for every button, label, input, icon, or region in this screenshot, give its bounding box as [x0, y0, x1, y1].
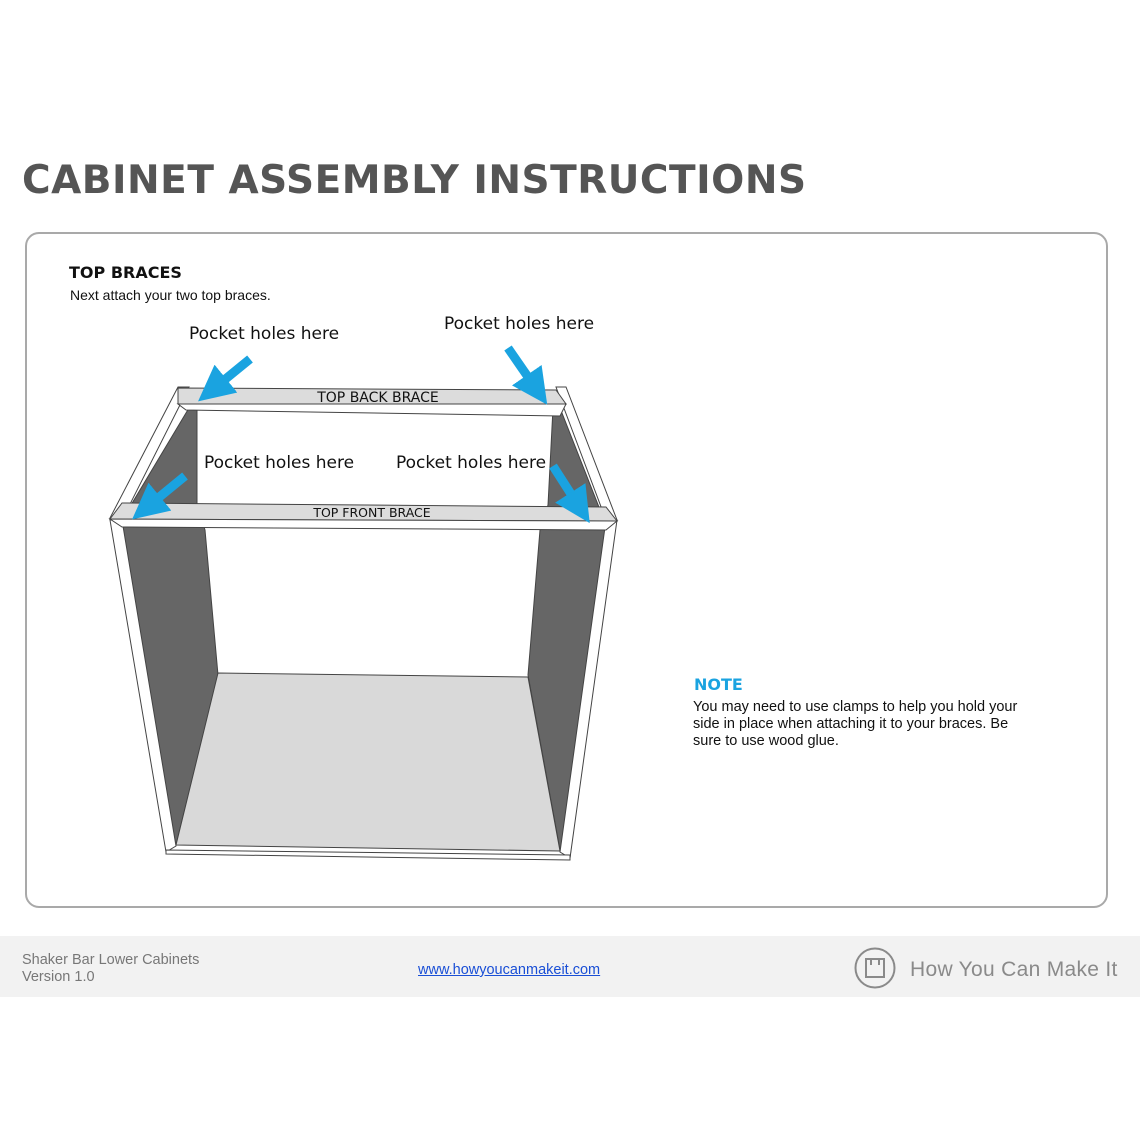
front-bottom-edge: [166, 850, 570, 860]
footer: [0, 936, 1140, 997]
footer-doc-info: [22, 952, 199, 986]
arrow-back-right: [508, 348, 537, 390]
bottom-panel: [176, 673, 560, 851]
callout-back-right: Pocket holes here: [444, 314, 595, 334]
arrow-back-left: [212, 359, 250, 390]
top-front-brace-label: TOP FRONT BRACE: [313, 505, 431, 520]
top-back-brace-label: TOP BACK BRACE: [317, 390, 439, 406]
footer-version: Version 1.0: [22, 969, 95, 985]
brand-name: How You Can Make It: [910, 958, 1118, 981]
footer-doc-title: Shaker Bar Lower Cabinets: [22, 952, 200, 968]
callout-back-left: Pocket holes here: [189, 324, 340, 344]
section-text: Next attach your two top braces.: [70, 287, 271, 303]
note-heading: NOTE: [694, 675, 743, 694]
section-heading: TOP BRACES: [69, 263, 182, 282]
page-title: CABINET ASSEMBLY INSTRUCTIONS: [22, 158, 807, 203]
website-link[interactable]: www.howyoucanmakeit.com: [418, 962, 601, 978]
note-text: You may need to use clamps to help you hold your side in place when attaching it to your braces. Be sure to use wood glue.: [693, 699, 1018, 749]
brand-logo-icon: [854, 947, 896, 989]
callout-front-left: Pocket holes here: [204, 453, 355, 473]
callout-front-right: Pocket holes here: [396, 453, 547, 473]
